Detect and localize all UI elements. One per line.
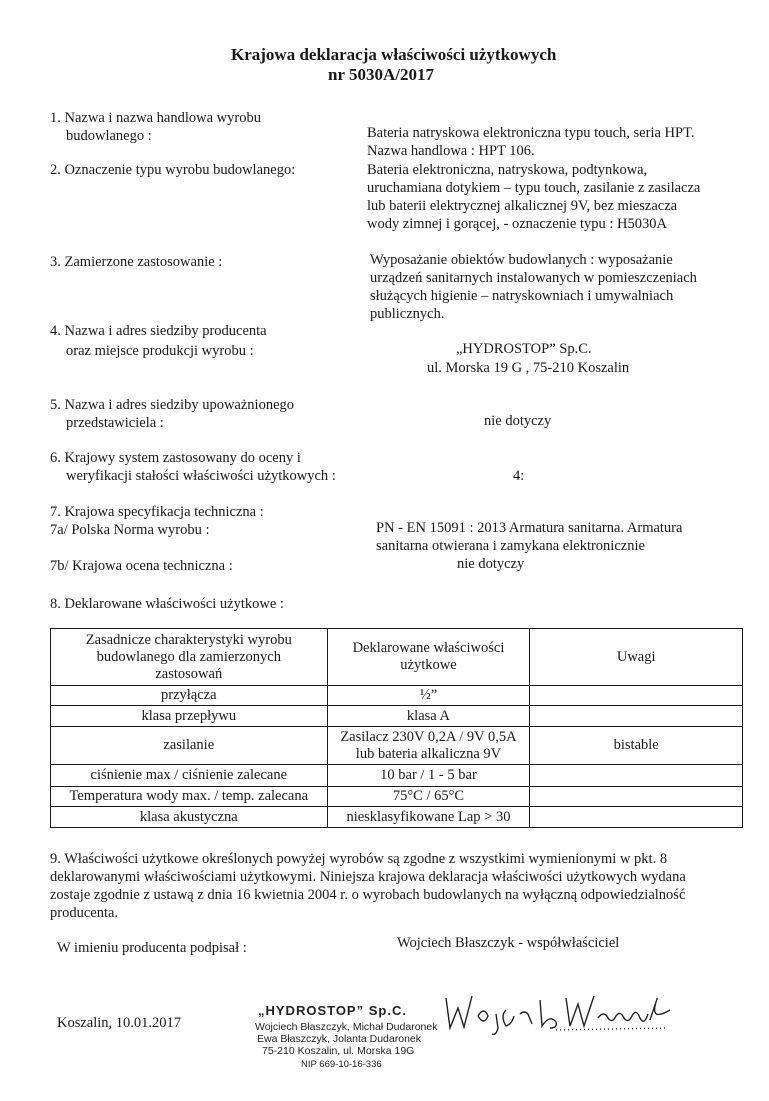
section-6-label-cont: weryfikacji stałości właściwości użytkowych : [66, 468, 336, 484]
section-3-label: 3. Zamierzone zastosowanie : [50, 254, 223, 270]
section-2-label: 2. Oznaczenie typu wyrobu budowlanego: [50, 162, 296, 178]
document-title: Krajowa deklaracja właściwości użytkowych [231, 45, 557, 64]
header-declared [327, 629, 530, 686]
producer-address: ul. Morska 19 G , 75-210 Koszalin [427, 360, 630, 376]
section-5-label-cont: przedstawiciela : [66, 415, 164, 431]
section-6-label: 6. Krajowy system zastosowany do oceny i [50, 450, 301, 466]
header-declared-line-1: Deklarowane właściwości [352, 640, 505, 656]
cell-remarks [530, 787, 743, 807]
header-characteristics-line-3: zastosowań [155, 665, 223, 682]
cell-remarks [530, 807, 743, 828]
cell-declared: klasa A [327, 706, 530, 727]
cell-characteristic: ciśnienie max / ciśnienie zalecane [51, 765, 328, 787]
header-declared-line-2: użytkowe [400, 657, 457, 673]
section-2-value-line-2: uruchamiana dotykiem – typu touch, zasilanie z zasilacza [367, 180, 701, 196]
cell-characteristic: Temperatura wody max. / temp. zalecana [51, 787, 328, 807]
section-6-value: 4: [513, 468, 525, 484]
section-1-value: Bateria natryskowa elektroniczna typu touch, seria HPT. [367, 125, 695, 141]
place-date: Koszalin, 10.01.2017 [57, 1015, 182, 1031]
header-characteristics-line-2: budowlanego dla zamierzonych [96, 648, 281, 665]
properties-table [50, 628, 743, 828]
stamp-line-1: Wojciech Błaszczyk, Michał Dudaronek [255, 1021, 438, 1033]
table-row [51, 787, 743, 807]
cell-remarks [530, 706, 743, 727]
section-8-label: 8. Deklarowane właściwości użytkowe : [50, 596, 284, 612]
section-3-value-line-3: służących higienie – natryskowniach i umywalniach [370, 288, 674, 304]
section-1-label: 1. Nazwa i nazwa handlowa wyrobu [50, 110, 261, 126]
document-number: nr 5030A/2017 [328, 65, 434, 84]
table-row [51, 727, 743, 765]
section-2-value-line-1: Bateria elektroniczna, natryskowa, podtynkowa, [367, 162, 648, 178]
section-7a-label: 7a/ Polska Norma wyrobu : [50, 522, 210, 538]
cell-declared-line-2: lub bateria alkaliczna 9V [355, 745, 502, 762]
table-row [51, 706, 743, 727]
producer-name: „HYDROSTOP” Sp.C. [456, 341, 592, 357]
section-9-line-1: 9. Właściwości użytkowe określonych powyżej wyrobów są zgodne z wszystkimi wymienionymi w pkt. 8 [50, 851, 668, 867]
cell-declared: 75°C / 65°C [327, 787, 530, 807]
cell-remarks [530, 686, 743, 706]
header-characteristics [51, 629, 328, 686]
signer-name: Wojciech Błaszczyk - współwłaściciel [397, 935, 620, 951]
stamp-nip: NIP 669-10-16-336 [301, 1059, 382, 1070]
section-9-line-3: zostaje zgodnie z ustawą z dnia 16 kwietnia 2004 r. o wyrobach budowlanych na wyłączną odpowiedzialność [50, 887, 686, 903]
cell-remarks: bistable [530, 727, 743, 765]
section-7a-value: PN - EN 15091 : 2013 Armatura sanitarna. Armatura [376, 520, 683, 536]
cell-remarks [530, 765, 743, 787]
section-7a-value-cont: sanitarna otwierana i zamykana elektronicznie [376, 538, 645, 554]
section-3-value-line-1: Wyposażanie obiektów budowlanych : wyposażanie [370, 252, 673, 268]
section-9-line-2: deklarowanymi właściwościami użytkowymi. Niniejsza krajowa deklaracja właściwości użytkowych wydana [50, 869, 686, 885]
section-4-label: 4. Nazwa i adres siedziby producenta [50, 323, 267, 339]
header-remarks: Uwagi [530, 629, 743, 686]
section-5-value: nie dotyczy [484, 413, 552, 429]
section-3-value-line-2: urządzeń sanitarnych instalowanych w pomieszczeniach [370, 270, 697, 286]
section-4-label-cont: oraz miejsce produkcji wyrobu : [66, 343, 254, 359]
table-header-row [51, 629, 743, 686]
table-row [51, 765, 743, 787]
table-row [51, 807, 743, 828]
signed-by-label: W imieniu producenta podpisał : [57, 940, 247, 956]
cell-characteristic: zasilanie [51, 727, 328, 765]
section-7b-label: 7b/ Krajowa ocena techniczna : [50, 558, 233, 574]
table-row [51, 686, 743, 706]
section-2-value-line-4: wody zimnej i gorącej, - oznaczenie typu : H5030A [367, 216, 667, 232]
cell-declared: ½” [327, 686, 530, 706]
cell-declared: niesklasyfikowane Lap > 30 [327, 807, 530, 828]
cell-characteristic: przyłącza [51, 686, 328, 706]
section-1-label-cont: budowlanego : [66, 128, 152, 144]
stamp-line-3: 75-210 Koszalin, ul. Morska 19G [262, 1045, 415, 1057]
section-5-label: 5. Nazwa i adres siedziby upoważnionego [50, 397, 295, 413]
header-characteristics-line-1: Zasadnicze charakterystyki wyrobu [85, 631, 292, 648]
handwritten-signature [438, 990, 688, 1038]
cell-declared: 10 bar / 1 - 5 bar [327, 765, 530, 787]
section-3-value-line-4: publicznych. [370, 306, 445, 322]
cell-declared-line-1: Zasilacz 230V 0,2A / 9V 0,5A [340, 728, 517, 745]
stamp-company: „HYDROSTOP” Sp.C. [258, 1003, 407, 1018]
cell-characteristic: klasa akustyczna [51, 807, 328, 828]
section-7-label: 7. Krajowa specyfikacja techniczna : [50, 504, 264, 520]
stamp-line-2: Ewa Błaszczyk, Jolanta Dudaronek [257, 1033, 421, 1045]
section-1-value-cont: Nazwa handlowa : HPT 106. [367, 143, 535, 159]
section-7b-value: nie dotyczy [457, 556, 525, 572]
section-2-value-line-3: lub baterii elektrycznej alkalicznej 9V, bez mieszacza [367, 198, 678, 214]
section-9-line-4: producenta. [50, 905, 119, 921]
cell-declared [327, 727, 530, 765]
cell-characteristic: klasa przepływu [51, 706, 328, 727]
